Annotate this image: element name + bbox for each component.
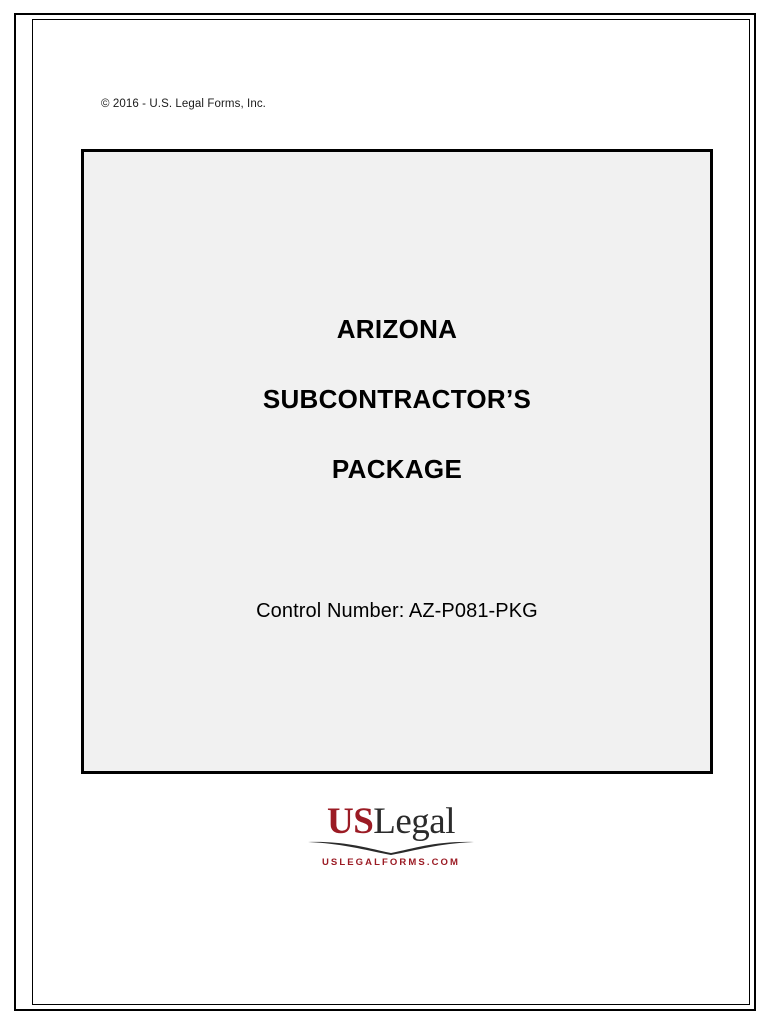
document-content [33, 20, 749, 1004]
logo-wordmark [33, 802, 749, 842]
uslegal-logo [33, 802, 749, 868]
document-title [84, 294, 710, 504]
copyright-notice: © 2016 - U.S. Legal Forms, Inc. [101, 98, 266, 110]
document-page-inner-border [32, 19, 750, 1005]
title-line-subject: SUBCONTRACTOR’S [262, 384, 532, 414]
title-box [81, 149, 713, 774]
control-number: Control Number: AZ-P081-PKG [256, 600, 538, 622]
swoosh-icon [306, 840, 476, 856]
title-line-state: ARIZONA [336, 314, 458, 344]
title-line-package: PACKAGE [331, 454, 463, 484]
logo-text-legal: Legal [373, 801, 456, 842]
logo-text-us: US [326, 801, 374, 842]
document-page-outer-border [14, 13, 756, 1011]
logo-domain-text: USLEGALFORMS.COM [321, 857, 461, 868]
